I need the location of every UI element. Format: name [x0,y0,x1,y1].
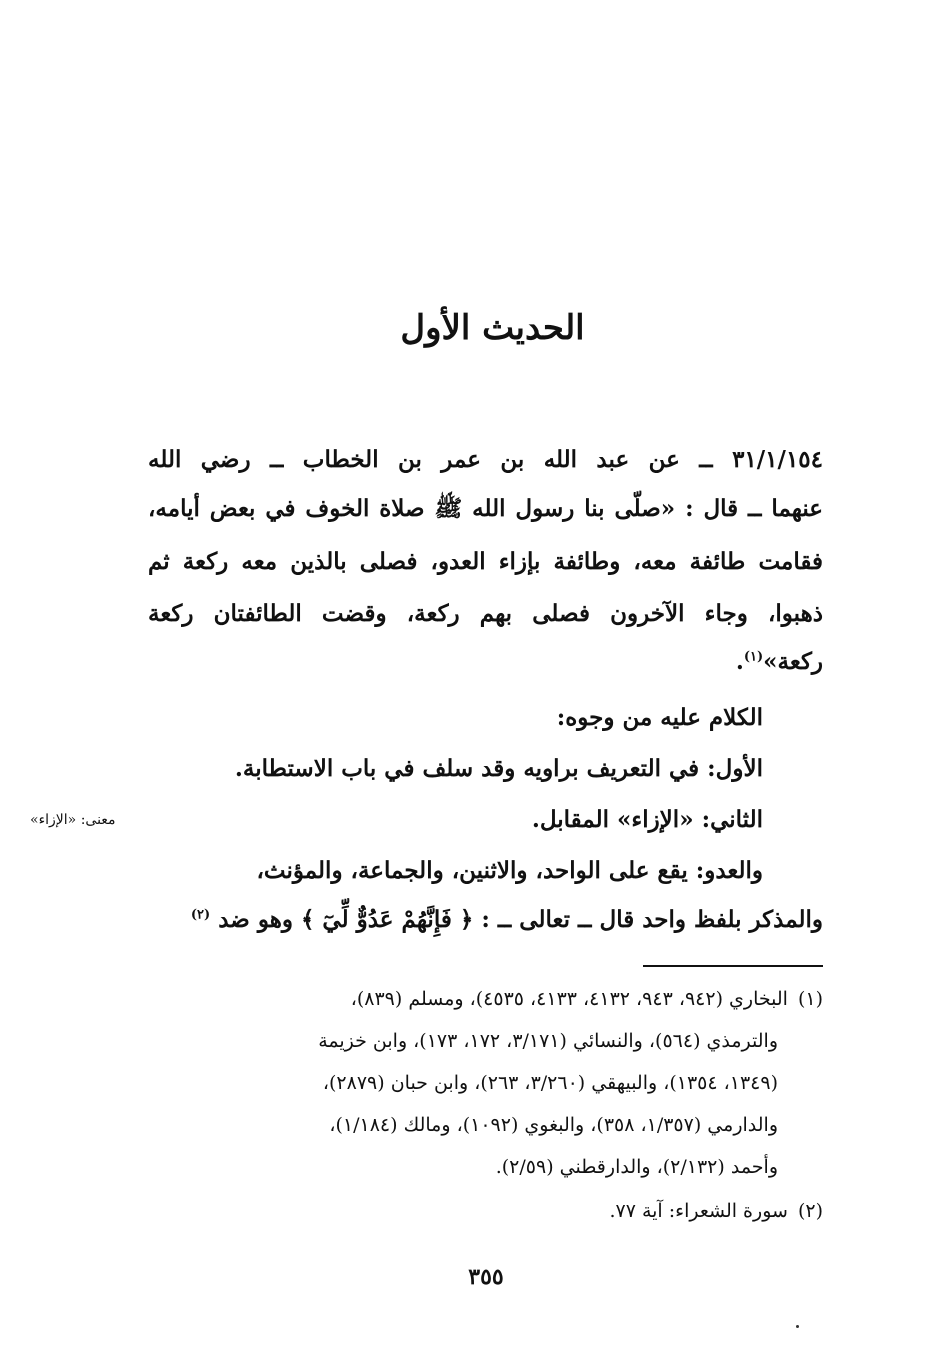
enemy-line-1: والعدو: يقع على الواحد، والاثنين، والجماعة، والمؤنث، [256,857,763,884]
hadith-last-text: ركعة» [763,648,823,675]
discussion-heading: الكلام عليه من وجوه: [556,704,763,731]
hadith-line-5 [736,648,823,675]
footnote-2-number: (٢) [797,1200,823,1222]
margin-note: معنى: «الإزاء» [30,812,116,828]
footnote-ref-1: (١) [743,649,764,665]
second-point: الثاني: «الإزاء» المقابل. [531,806,763,833]
footnote-1-line-2: والترمذي (٥٦٤)، والنسائي (٣/١٧١، ١٧٢، ١٧٣)، وابن خزيمة [318,1030,778,1052]
footnote-1-number: (١) [797,988,823,1010]
hadith-line-3: فقامت طائفة معه، وطائفة بإزاء العدو، فصلى بالذين معه ركعة ثم [148,548,823,575]
first-point: الأول: في التعريف براويه وقد سلف في باب الاستطابة. [234,755,763,782]
enemy-line-2-text: والمذكر بلفظ واحد قال ــ تعالى ــ : ﴿ فَإِنَّهُمْ عَدُوٌّ لِّيٓ ﴾ وهو ضد [218,906,823,933]
footnote-1-line-1 [351,988,823,1010]
hadith-end-period: . [735,648,744,675]
hadith-line-1: ٣١/١/١٥٤ ــ عن عبد الله بن عمر بن الخطاب ــ رضي الله [148,446,823,473]
footnote-1-line-5: وأحمد (٢/١٣٢)، والدارقطني (٢/٥٩). [495,1156,778,1178]
footnote-1-line-4: والدارمي (١/٣٥٧، ٣٥٨)، والبغوي (١٠٩٢)، ومالك (١/١٨٤)، [329,1114,778,1136]
scan-speck [796,1325,799,1328]
footnote-1-line-3: (١٣٤٩، ١٣٥٤)، والبيهقي (٣/٢٦٠، ٢٦٣)، وابن حبان (٢٨٧٩)، [322,1072,778,1094]
footnote-1-text-1: البخاري (٩٤٢، ٩٤٣، ٤١٣٢، ٤١٣٣، ٤٥٣٥)، ومسلم (٨٣٩)، [350,988,788,1010]
footnote-2-line-1 [609,1200,823,1222]
enemy-line-2 [191,906,823,933]
footnote-ref-2: (٢) [190,907,211,923]
page-number: ٣٥٥ [468,1264,504,1290]
footnote-2-text: سورة الشعراء: آية ٧٧. [609,1200,788,1222]
hadith-line-2: عنهما ــ قال : «صلّى بنا رسول الله ﷺ صلاة الخوف في بعض أيامه، [148,495,824,522]
footnote-separator [643,965,823,967]
hadith-line-4: ذهبوا، وجاء الآخرون فصلى بهم ركعة، وقضت الطائفتان ركعة [148,600,823,627]
page-title: الحديث الأول [400,308,585,348]
